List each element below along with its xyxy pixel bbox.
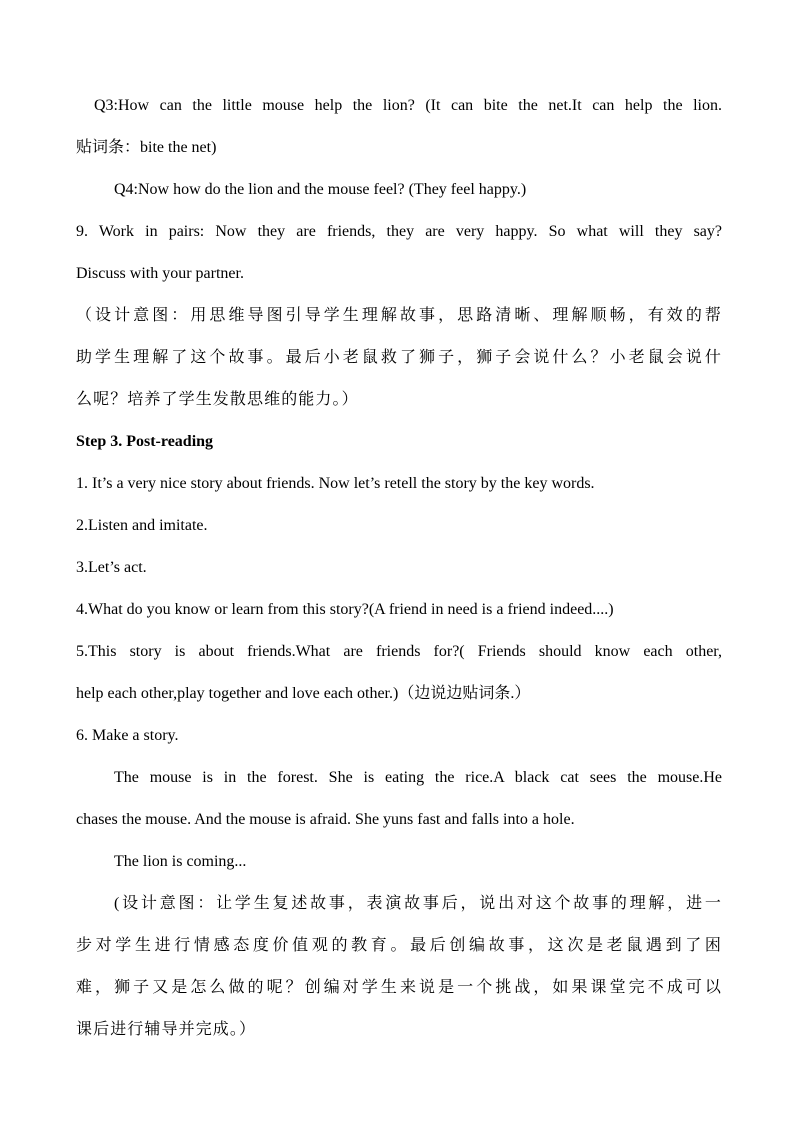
design-intent-2-line-2: 步对学生进行情感态度价值观的教育。最后创编故事，这次是老鼠遇到了困 [76,937,722,954]
post-reading-item-5: 5.This story is about friends.What are friends for?( Friends should know each other, [76,643,722,660]
story-line-3: The lion is coming... [114,853,247,870]
story-line-1: The mouse is in the forest. She is eating the rice.A black cat sees the mouse.He [114,769,722,786]
design-intent-1-line-3: 么呢？培养了学生发散思维的能力。） [76,391,359,408]
design-intent-1-line-1: （设计意图：用思维导图引导学生理解故事，思路清晰、理解顺畅，有效的帮 [76,307,722,324]
post-reading-item-1: 1. It’s a very nice story about friends. Now let’s retell the story by the key words. [76,475,595,492]
q3-question-line: Q3:How can the little mouse help the lion? (It can bite the net.It can help the lion. [94,97,722,114]
design-intent-2-line-1: (设计意图：让学生复述故事，表演故事后，说出对这个故事的理解，进一 [114,895,722,912]
pair-work-line: 9. Work in pairs: Now they are friends, they are very happy. So what will they say? [76,223,722,240]
post-reading-item-3: 3.Let’s act. [76,559,147,576]
design-intent-2-line-3: 难，狮子又是怎么做的呢？创编对学生来说是一个挑战，如果课堂完不成可以 [76,979,722,996]
post-reading-item-4: 4.What do you know or learn from this story?(A friend in need is a friend indeed....) [76,601,614,618]
design-intent-1-line-2: 助学生理解了这个故事。最后小老鼠救了狮子，狮子会说什么？小老鼠会说什 [76,349,722,366]
q3-answer-line: 贴词条：bite the net) [76,139,217,156]
story-line-2: chases the mouse. And the mouse is afraid. She yuns fast and falls into a hole. [76,811,575,828]
design-intent-2-line-4: 课后进行辅导并完成。） [76,1021,257,1038]
document-body [76,85,722,1051]
pair-work-line-2: Discuss with your partner. [76,265,244,282]
step3-heading: Step 3. Post-reading [76,433,214,450]
post-reading-item-6: 6. Make a story. [76,727,179,744]
q4-question-line: Q4:Now how do the lion and the mouse feel? (They feel happy.) [114,181,527,198]
post-reading-item-5-cont: help each other,play together and love each other.)（边说边贴词条.） [76,685,531,702]
post-reading-item-2: 2.Listen and imitate. [76,517,208,534]
